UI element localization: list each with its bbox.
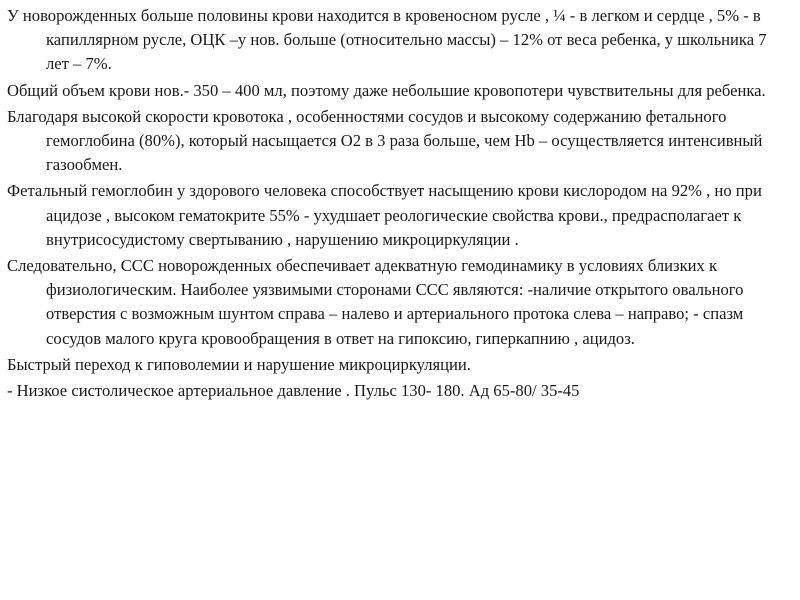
- paragraph-total-blood-volume: Общий объем крови нов.- 350 – 400 мл, поэтому даже небольшие кровопотери чувствительны для ребенка.: [7, 80, 766, 100]
- paragraph-blood-distribution: У новорожденных больше половины крови находится в кровеносном русле , ¼ - в легком и сердце , 5% - в капиллярном русле, ОЦК –у нов. больше (относительно массы) – 12% от веса ребенка, у школьника 7 лет – 7%.: [7, 6, 767, 74]
- paragraph-fetal-hemoglobin: Фетальный гемоглобин у здорового человека способствует насыщению крови кислородом на 92% , но при ацидозе , высоком гематокрите 55% - ухудшает реологические свойства крови., предрасполагает к внутрисосудистому свертыванию , нарушению микроциркуляции .: [7, 181, 762, 249]
- paragraph-blood-pressure-pulse: - Низкое систолическое артериальное давление . Пульс 130- 180. Ад 65-80/ 35-45: [7, 381, 580, 401]
- paragraph-gas-exchange: Благодаря высокой скорости кровотока , особенностями сосудов и высокому содержанию фетального гемоглобина (80%), который насыщается О2 в 3 раза больше, чем Нb – осуществляется интенсивный газообмен.: [7, 106, 763, 175]
- paragraph-cardiovascular-system: Следовательно, ССС новорожденных обеспечивает адекватную гемодинамику в условиях близких к физиологическим. Наиболее уязвимыми сторонами ССС являются: -наличие открытого овального отверстия с возможным шунтом справа – налево и артериального протока слева – направо; - спазм сосудов малого круга кровообращения в ответ на гипоксию, гиперкапнию , ацидоз.: [7, 256, 744, 348]
- slide-body-text: [7, 4, 793, 403]
- paragraph-hypovolemia: Быстрый переход к гиповолемии и нарушение микроциркуляции.: [7, 354, 471, 374]
